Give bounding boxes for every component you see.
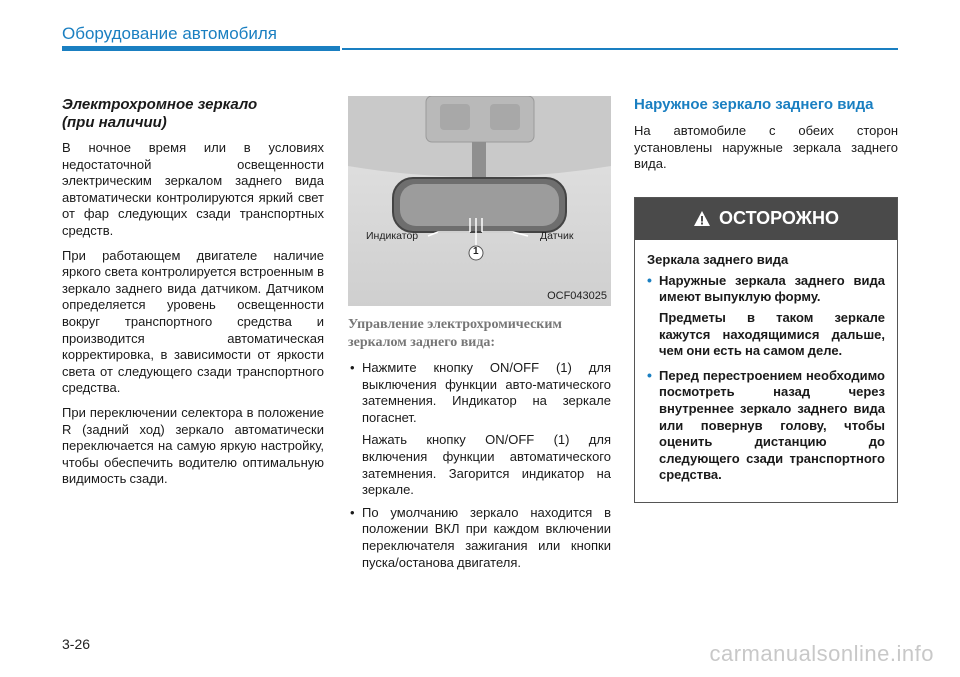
figure-code: OCF043025 (547, 290, 607, 302)
label-indicator: Индикатор (366, 230, 419, 242)
caution-box (634, 197, 898, 503)
heading-outside-mirror: Наружное зеркало заднего вида (634, 96, 874, 113)
caution-body (635, 240, 897, 502)
warning-icon (693, 210, 711, 227)
mirror-illustration (348, 96, 611, 306)
bullet-item: • Нажмите кнопку ON/OFF (1) для выключения функции авто-матического затемнения. Индикатор на зеркале погаснет. (348, 360, 611, 426)
caution-bullet: • Перед перестроением необходимо посмотреть назад через внутреннее зеркало заднего вида или повернув голову, чтобы оценить дистанцию до следующего сзади транспортного средства. (647, 368, 885, 484)
header-rule-light (342, 48, 898, 50)
label-sensor: Датчик (540, 230, 574, 242)
section-title: Оборудование автомобиля (62, 24, 278, 43)
caution-bullet: • Наружные зеркала заднего вида имеют выпуклую форму. (647, 273, 885, 306)
column-left (62, 96, 324, 496)
column-right (634, 96, 898, 503)
heading-line-2: зеркалом заднего вида: (348, 335, 496, 350)
paragraph: В ночное время или в условиях недостаточной освещенности электрическим зеркалом заднего вида автоматически контролируются яркий свет от фар следующих сзади транспортных средств. (62, 140, 324, 238)
heading-mirror-control (348, 316, 611, 352)
watermark: carmanualsonline.info (709, 641, 934, 666)
heading-electrochromic (62, 96, 324, 132)
paragraph: При переключении селектора в положение R (задний ход) зеркало автоматически переключается на самую яркую настройку, чтобы обеспечить водителю оптимальную видимость сзади. (62, 404, 324, 487)
caution-header (635, 198, 897, 240)
heading-line-1: Электрохромное зеркало (62, 96, 258, 113)
paragraph: На автомобиле с обеих сторон установлены наружные зеркала заднего вида. (634, 123, 898, 172)
callout-number: 1 (473, 246, 479, 257)
page-number: 3-26 (62, 636, 91, 652)
header-rule-dark (62, 46, 340, 51)
heading-line-2: (при наличии) (62, 114, 167, 131)
paragraph: При работающем двигателе наличие яркого света контролируется встроенным в зеркало заднего вида датчиком. Датчиком определяется уровень освещенности вокруг транспортного средства и производится автоматическая корректировка, в зависимости от яркости света от следующего сзади транспортного средства. (62, 247, 324, 396)
mirror-figure (348, 96, 611, 306)
caution-title: ОСТОРОЖНО (719, 208, 839, 229)
column-middle (348, 96, 611, 577)
caution-subtitle: Зеркала заднего вида (647, 251, 789, 267)
sub-paragraph: Нажать кнопку ON/OFF (1) для включения функции автоматического затемнения. Загорится индикатор на зеркале. (362, 432, 611, 498)
caution-sub: Предметы в таком зеркале кажутся находящимися дальше, чем они есть на самом деле. (659, 309, 885, 359)
bullet-item: • По умолчанию зеркало находится в положении ВКЛ при каждом включении переключателя зажигания или кнопки пуска/останова двигателя. (348, 505, 611, 571)
heading-line-1: Управление электрохромическим (348, 317, 562, 332)
